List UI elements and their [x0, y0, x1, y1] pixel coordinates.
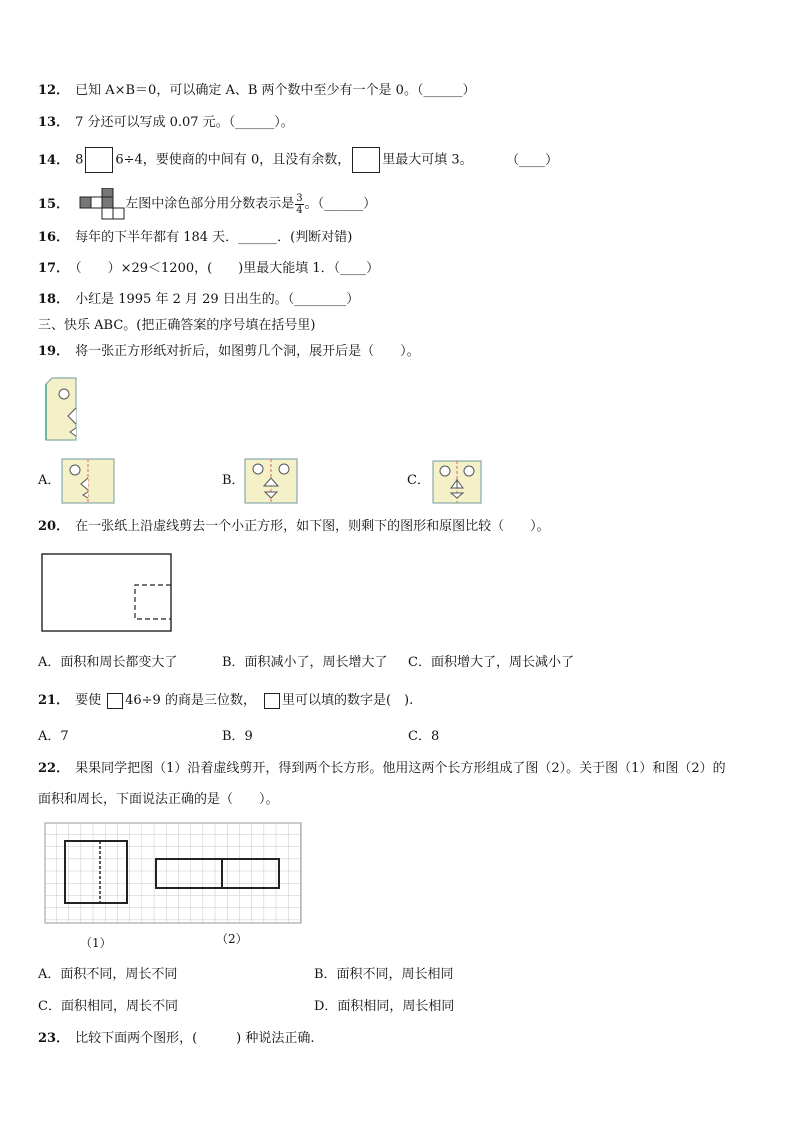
- question-23: [38, 1030, 315, 1048]
- option-c-figure[interactable]: [432, 460, 482, 504]
- question-text-pre: 8: [75, 152, 84, 168]
- question-text: 在一张纸上沿虚线剪去一个小正方形，如下图，则剩下的图形和原图比较（ ）。: [75, 519, 550, 534]
- question-number: 19．: [38, 344, 70, 359]
- option-b-figure[interactable]: [244, 458, 298, 504]
- question-text-pre: 要使: [75, 693, 102, 708]
- option-c[interactable]: C．: [407, 473, 430, 488]
- section-text: 三、快乐 ABC。(把正确答案的序号填在括号里): [38, 318, 316, 333]
- question-text-mid: 46÷9 的商是三位数，: [125, 693, 256, 708]
- fraction-numerator: 3: [296, 192, 303, 204]
- question-22: [38, 760, 726, 778]
- option-c[interactable]: C．面积相同，周长不同: [38, 999, 178, 1014]
- figure-caption-1: （1）: [80, 936, 112, 950]
- question-text-post: 里可以填的数字是( ).: [281, 693, 414, 708]
- question-number: 20．: [38, 519, 70, 534]
- question-number: 12．: [38, 83, 70, 98]
- option-b[interactable]: B．面积减小了，周长增大了: [222, 655, 388, 670]
- fraction-denominator: 4: [296, 204, 303, 216]
- question-21: [38, 692, 413, 710]
- option-b[interactable]: B．9: [222, 729, 253, 744]
- option-c[interactable]: C．面积增大了，周长减小了: [408, 655, 574, 670]
- question-number: 18．: [38, 292, 70, 307]
- option-d[interactable]: D．面积相同，周长相同: [314, 999, 455, 1014]
- question-text-mid: 6÷4，要使商的中间有 0，且没有余数，: [115, 152, 351, 168]
- question-tail: 。（______）: [304, 196, 377, 212]
- option-c[interactable]: C．8: [408, 729, 440, 744]
- paper-with-cut-figure: [40, 552, 174, 634]
- option-a[interactable]: A．: [38, 473, 61, 488]
- question-15: [38, 188, 376, 220]
- question-text-line2: 面积和周长，下面说法正确的是（ ）。: [38, 792, 279, 807]
- question-number: 22．: [38, 761, 70, 776]
- option-a-figure[interactable]: [61, 458, 115, 504]
- question-18: [38, 291, 359, 309]
- answer-blank: （____）: [512, 152, 559, 168]
- question-number: 21．: [38, 693, 70, 708]
- grid-figure: [44, 822, 302, 924]
- option-a[interactable]: A．面积和周长都变大了: [38, 655, 178, 670]
- question-number: 17．: [38, 261, 70, 276]
- blank-box: [85, 147, 113, 173]
- section-heading: [38, 317, 315, 335]
- option-a[interactable]: A．面积不同，周长不同: [38, 967, 178, 982]
- blank-box: [107, 693, 123, 709]
- question-text: （ ）×29＜1200，( )里最大能填 1．（____）: [75, 261, 380, 276]
- question-text: 左图中涂色部分用分数表示是: [125, 196, 295, 212]
- question-20: [38, 518, 550, 536]
- question-17: [38, 260, 379, 278]
- option-a[interactable]: A．7: [38, 729, 69, 744]
- option-b[interactable]: B．: [222, 473, 245, 488]
- question-text-post: 里最大可填 3。: [382, 152, 473, 168]
- question-14: [38, 147, 558, 174]
- question-text: 小红是 1995 年 2 月 29 日出生的。（________）: [75, 292, 360, 307]
- question-text: 7 分还可以写成 0.07 元。（______）。: [75, 115, 294, 130]
- question-number: 14．: [38, 152, 70, 168]
- question-text: 已知 A×B＝0，可以确定 A、B 两个数中至少有一个是 0。（______）: [75, 83, 476, 98]
- question-12: [38, 82, 475, 100]
- question-text: 比较下面两个图形，( ) 种说法正确.: [75, 1031, 315, 1046]
- question-number: 23．: [38, 1031, 70, 1046]
- question-22-line2: [38, 791, 279, 809]
- question-13: [38, 114, 294, 132]
- question-19: [38, 343, 420, 361]
- figure-caption-2: （2）: [216, 932, 248, 946]
- folded-paper-figure: [42, 376, 82, 444]
- question-text-line1: 果果同学把图（1）沿着虚线剪开，得到两个长方形。他用这两个长方形组成了图（2）。关于图（1）和图（2）的: [75, 761, 726, 776]
- question-16: [38, 229, 352, 247]
- blank-box: [264, 693, 280, 709]
- question-number: 15．: [38, 196, 70, 212]
- question-text: 将一张正方形纸对折后，如图剪几个洞，展开后是（ ）。: [75, 344, 420, 359]
- blank-box: [352, 147, 380, 173]
- option-b[interactable]: B．面积不同，周长相同: [314, 967, 454, 982]
- shaded-squares-figure: [79, 188, 125, 220]
- question-text: 每年的下半年都有 184 天．______．(判断对错): [75, 230, 353, 245]
- fraction: [295, 193, 303, 216]
- question-number: 13．: [38, 115, 70, 130]
- question-number: 16．: [38, 230, 70, 245]
